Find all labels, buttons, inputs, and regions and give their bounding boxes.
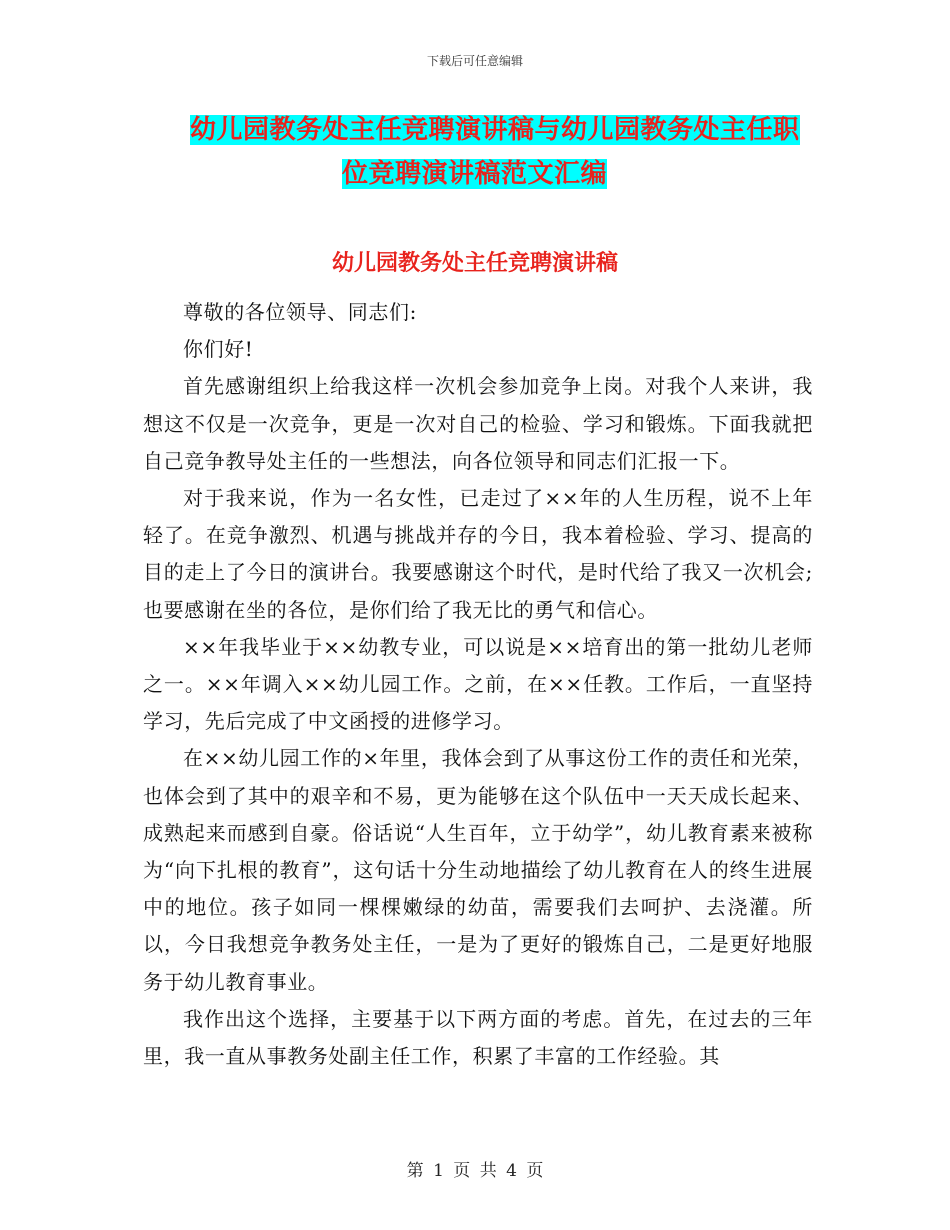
title-line-2-text: 位竞聘演讲稿范文汇编 xyxy=(342,159,608,189)
header-note: 下载后可任意编辑 xyxy=(426,54,523,68)
paragraph: 首先感谢组织上给我这样一次机会参加竞争上岗。对我个人来讲，我想这不仅是一次竞争，更是一次对自己的检验、学习和锻炼。下面我就把自己竞争教导处主任的一些想法，向各位领导和同志们汇报一下。 xyxy=(143,374,813,473)
paragraph: 在××幼儿园工作的×年里，我体会到了从事这份工作的责任和光荣，也体会到了其中的艰辛和不易，更为能够在这个队伍中一天天成长起来、成熟起来而感到自豪。俗话说“人生百年，立于幼学”，幼儿教育素来被称为“向下扎根的教育”，这句话十分生动地描绘了幼儿教育在人的终生进展中的地位。孩子如同一棵棵嫩绿的幼苗，需要我们去呵护、去浇灌。所以，今日我想竞争教务处主任，一是为了更好的锻炼自己，二是更好地服务于幼儿教育事业。 xyxy=(143,746,813,994)
paragraph-salutation: 尊敬的各位领导、同志们: xyxy=(183,300,417,324)
section-title: 幼儿园教务处主任竞聘演讲稿 xyxy=(331,251,618,276)
paragraph: 我作出这个选择，主要基于以下两方面的考虑。首先，在过去的三年里，我一直从事教务处副主任工作，积累了丰富的工作经验。其 xyxy=(143,1006,813,1069)
paragraph: ××年我毕业于××幼教专业，可以说是××培育出的第一批幼儿老师之一。××年调入××幼儿园工作。之前，在××任教。工作后，一直坚持学习，先后完成了中文函授的进修学习。 xyxy=(143,634,813,734)
title-line-1 xyxy=(190,108,810,152)
title-line-2 xyxy=(342,152,810,196)
title-line-1-text: 幼儿园教务处主任竞聘演讲稿与幼儿园教务处主任职 xyxy=(190,115,800,145)
body-text xyxy=(143,294,813,1075)
document-title xyxy=(190,108,810,196)
paragraph-greeting: 你们好! xyxy=(183,337,254,362)
paragraph: 对于我来说，作为一名女性，已走过了××年的人生历程，说不上年轻了。在竞争激烈、机遇与挑战并存的今日，我本着检验、学习、提高的目的走上了今日的演讲台。我要感谢这个时代，是时代给了我又一次机会;也要感谢在坐的各位，是你们给了我无比的勇气和信心。 xyxy=(143,486,813,622)
page-footer: 第 1 页 共 4 页 xyxy=(406,1161,544,1181)
